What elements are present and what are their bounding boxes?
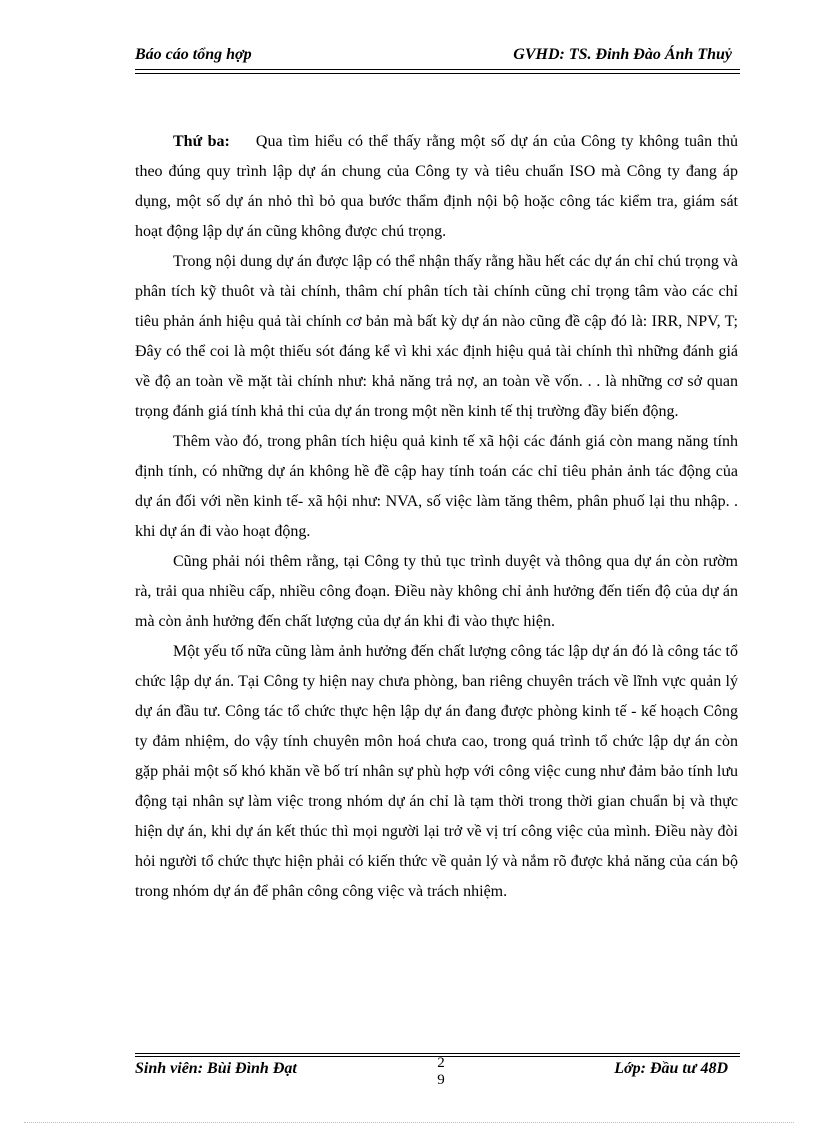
page-number-top: 2 [437,1055,445,1071]
paragraph-3: Thêm vào đó, trong phân tích hiệu quả kinh tế xã hội các đánh giá còn mang năng tính định tính, có những dự án không hề đề cập hay tính toán các chỉ tiêu phản ảnh tác động của dự án đối với nền kinh tế- xã hội như: NVA, số việc làm tăng thêm, phân phuố lại thu nhập. . khi dự án đi vào hoạt động. [135,433,738,540]
student-name: Sinh viên: Bùi Đình Đạt [135,1060,297,1077]
page-footer [135,1055,740,1098]
body-text [135,127,738,907]
page-number [429,1055,453,1089]
header-rule [135,69,740,70]
advisor-name: GVHD: TS. Đinh Đào Ánh Thuỷ [513,46,732,63]
paragraph-4: Cũng phải nói thêm rằng, tại Công ty thủ tục trình duyệt và thông qua dự án còn rườm rà, trải qua nhiều cấp, nhiều công đoạn. Điều này không chỉ ảnh hưởng đến tiến độ của dự án mà còn ảnh hưởng đến chất lượng của dự án khi đi vào thực hiện. [135,553,738,630]
class-name: Lớp: Đầu tư 48D [614,1060,728,1077]
paragraph-1-text: Qua tìm hiểu có thể thấy rằng một số dự án của Công ty không tuân thủ theo đúng quy trình lập dự án chung của Công ty và tiêu chuẩn ISO mà Công ty đang áp dụng, một số dự án nhỏ thì bỏ qua bước thẩm định nội bộ hoặc công tác kiểm tra, giám sát hoạt động lập dự án cũng không được chú trọng. [135,133,738,240]
paragraph-2: Trong nội dung dự án được lập có thể nhận thấy rằng hầu hết các dự án chỉ chú trọng và phân tích kỹ thuôt và tài chính, thâm chí phân tích tài chính cũng chỉ trọng tâm vào các chỉ tiêu phản ánh hiệu quả tài chính cơ bản mà bất kỳ dự án nào cũng đề cập đó là: IRR, NPV, T; Đây có thể coi là một thiếu sót đáng kể vì khi xác định hiệu quả tài chính thì những đánh giá về độ an toàn về mặt tài chính như: khả năng trả nợ, an toàn về vốn. . . là những cơ sở quan trọng đánh giá tính khả thi của dự án trong một nền kinh tế thị trường đầy biến động. [135,253,738,420]
footer-rule-thin [135,1053,740,1054]
report-title: Báo cáo tổng hợp [135,46,252,63]
paragraph-lead: Thứ ba: [173,133,230,150]
paragraph-5: Một yếu tố nữa cũng làm ảnh hưởng đến chất lượng công tác lập dự án đó là công tác tổ chức lập dự án. Tại Công ty hiện nay chưa phòng, ban riêng chuyên trách về lĩnh vực quản lý dự án đầu tư. Công tác tổ chức thực hện lập dự án đang được phòng kinh tế - kế hoạch Công ty đảm nhiệm, do vậy tính chuyên môn hoá chưa cao, trong quá trình tổ chức lập dự án còn gặp phải một số khó khăn về bố trí nhân sự phù hợp với công việc cung như đảm bảo tính lưu động tại nhân sự làm việc trong nhóm dự án chỉ là tạm thời trong thời gian chuẩn bị và thực hiện dự án, khi dự án kết thúc thì mọi người lại trở về vị trí công việc của mình. Điều này đòi hỏi người tổ chức thực hiện phải có kiến thức về quản lý và nắm rõ được khả năng của cán bộ trong nhóm dự án để phân công công việc và trách nhiệm. [135,643,738,900]
paragraph-1 [135,127,738,247]
page-header [135,44,740,68]
page-number-bottom: 9 [437,1072,445,1088]
header-rule-thin [135,73,740,74]
